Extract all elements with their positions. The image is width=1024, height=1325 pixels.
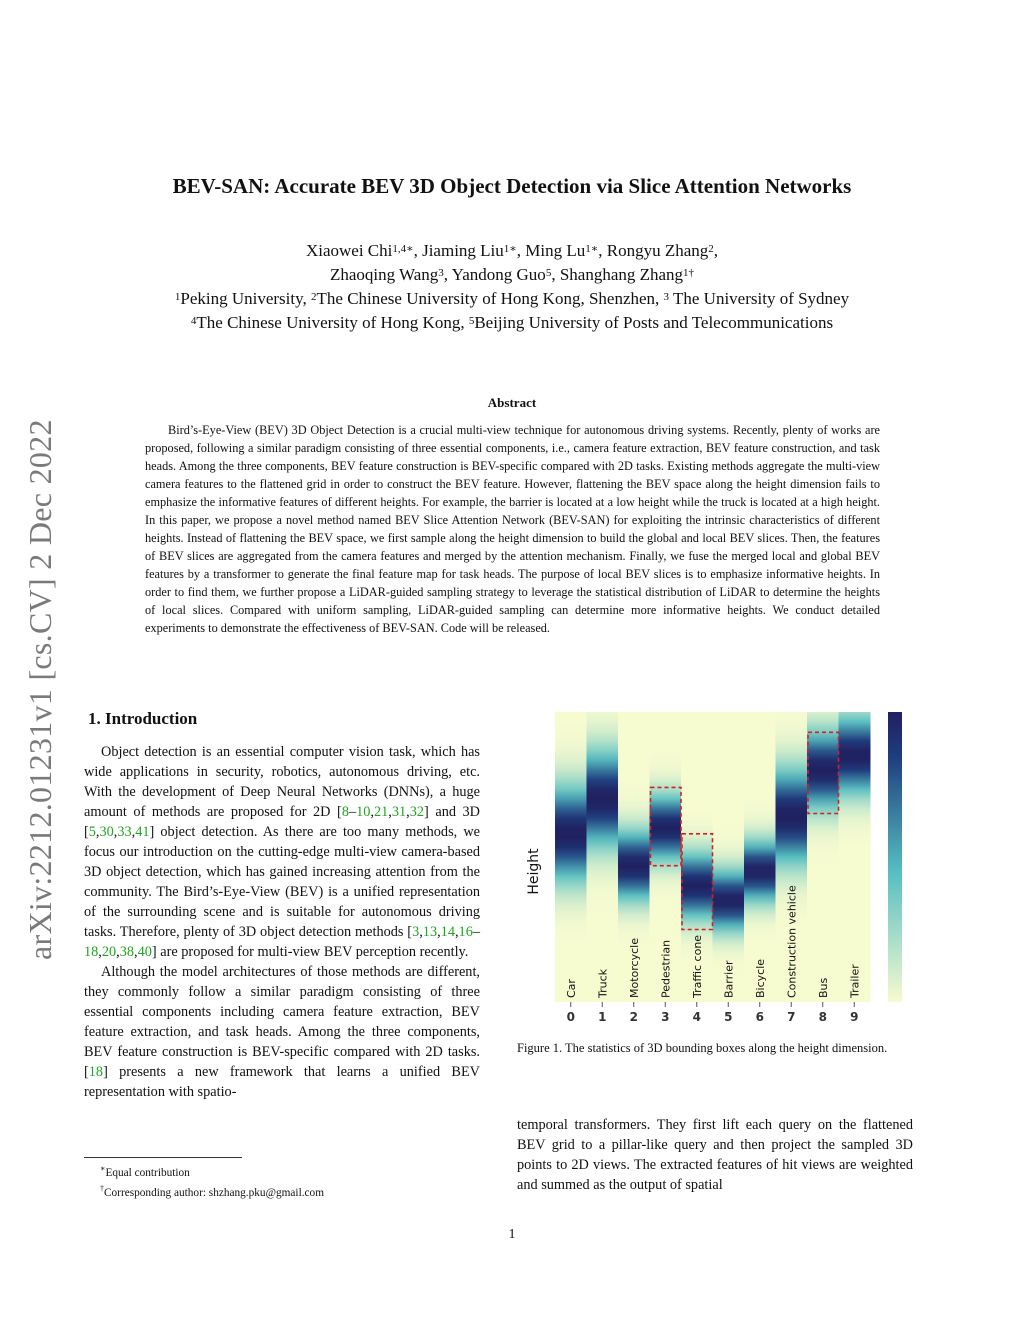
author-name: The Chinese University of Hong Kong, [196,313,469,332]
affiliation-mark: 4 [190,315,197,327]
section-heading-introduction: 1. Introduction [88,709,198,728]
citation-link[interactable]: 18 [84,944,99,960]
text-run: ] and 3D [ [84,804,481,840]
x-tick-label: 8 [818,1010,827,1024]
author-name: Xiaowei Chi [305,241,393,260]
citation-link[interactable]: 5 [88,824,96,840]
category-label: Trailer [848,964,862,998]
x-tick-label: 2 [629,1010,638,1024]
affiliation-mark: 1 [174,291,181,303]
category-label: Motorcycle [627,938,641,998]
affiliation-mark: 1† [683,267,695,279]
author-name: , [713,241,719,260]
author-name: Peking University, [180,289,312,308]
citation-link[interactable]: 38 [119,944,135,960]
citation-link[interactable]: 20 [101,944,117,960]
text-run: – [348,804,357,820]
citation-link[interactable]: 14 [440,924,455,940]
author-name: , Rongyu Zhang [598,241,709,260]
colorbar [888,712,902,1002]
affiliation-mark: 1∗ [503,243,517,255]
text-run: , [406,804,410,820]
text-run: , [419,924,423,940]
heatmap-column-9 [839,712,871,1002]
text-run: , [113,824,118,840]
author-name: Zhaoqing Wang [329,265,439,284]
abstract-heading: Abstract [487,395,537,410]
affiliation-line-2 [0,311,1024,335]
x-tick-label: 7 [787,1010,796,1024]
affiliation-mark: 2 [311,291,317,303]
category-label: Bus [816,977,830,998]
left-column [84,742,480,1102]
text-run: ] presents a new framework that learns a unified BEV representation with spatio- [84,1064,480,1100]
footnote-equal: ∗Equal contribution [100,1164,190,1179]
citation-link[interactable]: 8 [341,804,349,820]
citation-link[interactable]: 16 [458,924,473,940]
citation-link[interactable]: 31 [391,804,407,820]
text-run: ] are proposed for multi-view BEV perception recently. [151,944,469,960]
category-label: Car [564,979,578,998]
citation-link[interactable]: 41 [135,824,150,840]
citation-link[interactable]: 30 [99,824,114,840]
affiliation-mark: 1,4∗ [392,243,414,255]
author-name: , Shanghang Zhang [551,265,684,284]
text-run: , [134,944,138,960]
author-line-2 [0,263,1024,287]
text-run: , [388,804,392,820]
abstract-body [145,421,880,637]
affiliation-mark: 1∗ [585,243,599,255]
affiliation-mark: 3 [438,267,444,279]
abstract-text: Bird’s-Eye-View (BEV) 3D Object Detection is a crucial multi-view technique for autonomous driving systems. Recently, plenty of works are proposed, following a similar paradigm consisting of three essential components, i.e., camera feature extraction, BEV feature construction, and task heads. Among the three components, BEV feature construction is BEV-specific compared with 2D tasks. Existing methods aggregate the multi-view camera features to the flattened grid in order to construct the BEV feature. However, flattening the BEV space along the height dimension fails to emphasize the informative features of different heights. For example, the barrier is located at a low height while the truck is located at a high height. In this paper, we propose a novel method named BEV Slice Attention Network (BEV-SAN) for exploiting the intrinsic characteristics of different heights. Instead of flattening the BEV space, we first sample along the height dimension to build the global and local BEV slices. Then, the features of BEV slices are aggregated from the camera features and merged by the attention mechanism. Finally, we fuse the merged local and global BEV features by a transformer to generate the final feature map for task heads. The purpose of local BEV slices is to emphasize informative heights. In order to find them, we further propose a LiDAR-guided sampling strategy to leverage the statistical distribution of LiDAR to determine the heights of local slices. Compared with uniform sampling, LiDAR-guided sampling can determine more informative heights. We conduct detailed experiments to demonstrate the effectiveness of BEV-SAN. Code will be released. [145,423,880,635]
y-axis-label: Height [526,848,542,895]
footnote-corresponding: †Corresponding author: shzhang.pku@gmail.com [100,1183,324,1199]
height-heatmap [510,698,922,1028]
author-line-1 [0,239,1024,263]
right-column [517,1115,913,1195]
citation-link[interactable]: 13 [422,924,438,940]
citation-link[interactable]: 40 [137,944,152,960]
author-name: , Jiaming Liu [413,241,504,260]
author-name: The University of Sydney [669,289,850,308]
page-number: 1 [508,1227,516,1242]
citation-link[interactable]: 10 [356,804,371,820]
x-tick-label: 4 [692,1010,701,1024]
text-run: Object detection is an essential computer vision task, which has wide applications in security, robotics, autonomous driving, etc. With the development of Deep Neural Networks (DNNs), a huge amount of methods are proposed for 2D [ [84,744,480,820]
x-tick-label: 1 [598,1010,607,1024]
affiliation-mark: 2 [708,243,714,255]
x-tick-label: 0 [566,1010,575,1024]
intro-paragraph-1 [84,742,480,962]
author-block [0,239,1024,335]
category-label: Truck [596,968,610,998]
intro-paragraph-2 [84,962,480,1102]
affiliation-mark: 5 [468,315,475,327]
text-run: , [370,804,374,820]
x-tick-label: 9 [850,1010,859,1024]
citation-link[interactable]: 21 [374,804,389,820]
citation-link[interactable]: 32 [409,804,425,820]
author-name: , Yandong Guo [443,265,546,284]
text-run: Although the model architectures of those methods are different, they commonly follow a similar paradigm consisting of three essential components including camera feature extraction, BEV feature extraction, and task heads. Among the three components, BEV feature construction is BEV-specific compared with 2D tasks. [ [84,964,480,1080]
text-run: , [116,944,120,960]
x-tick-label: 3 [661,1010,670,1024]
text-run: , [98,944,102,960]
x-tick-label: 5 [724,1010,733,1024]
figure-1 [510,698,922,1028]
heatmap-column-0 [555,712,587,1002]
citation-link[interactable]: 3 [412,924,420,940]
category-label: Barrier [722,960,736,998]
category-label: Bicycle [753,958,767,998]
affiliation-mark: 3 [663,291,670,303]
heatmap-column-5 [713,712,745,1002]
text-run: , [131,824,136,840]
text-run: – [472,924,480,940]
citation-link[interactable]: 33 [117,824,132,840]
arxiv-watermark [18,360,62,960]
x-tick-label: 6 [755,1010,764,1024]
heatmap-column-8 [807,712,839,1002]
author-name: , Ming Lu [516,241,586,260]
citation-link[interactable]: 18 [88,1064,104,1080]
text-run: , [95,824,100,840]
text-run: ] object detection. As there are too many methods, we focus our introduction on the cutting-edge multi-view camera-based 3D object detection, which has gained increasing attention from the community. The Bird’s-Eye-View (BEV) is a unified representation of the surrounding scene and is suitable for autonomous driving tasks. Therefore, plenty of 3D object detection methods [ [84,824,480,940]
intro-paragraph-3: temporal transformers. They first lift each query on the flattened BEV grid to a pillar-like query and then project the sampled 3D points to 2D views. The extracted features of hit views are weighted and summed as the output of spatial [517,1117,913,1193]
footnotes [100,1161,324,1201]
author-name: The Chinese University of Hong Kong, Shenzhen, [316,289,664,308]
affiliation-mark: 5 [545,267,552,279]
paper-title: BEV-SAN: Accurate BEV 3D Object Detection via Slice Attention Networks [172,174,852,198]
category-label: Pedestrian [659,939,673,998]
author-name: Beijing University of Posts and Telecommunications [474,313,834,332]
footnote-rule [84,1157,242,1158]
category-label: Construction vehicle [785,885,799,998]
heatmap-column-6 [744,712,776,1002]
text-run: , [437,924,441,940]
arxiv-id: arXiv:2212.01231v1 [cs.CV] 2 Dec 2022 [22,419,58,960]
heatmap-column-1 [587,712,619,1002]
figure-1-caption: Figure 1. The statistics of 3D bounding boxes along the height dimension. [517,1041,888,1055]
category-label: Traffic cone [690,934,704,998]
affiliation-line-1 [0,287,1024,311]
text-run: , [454,924,459,940]
